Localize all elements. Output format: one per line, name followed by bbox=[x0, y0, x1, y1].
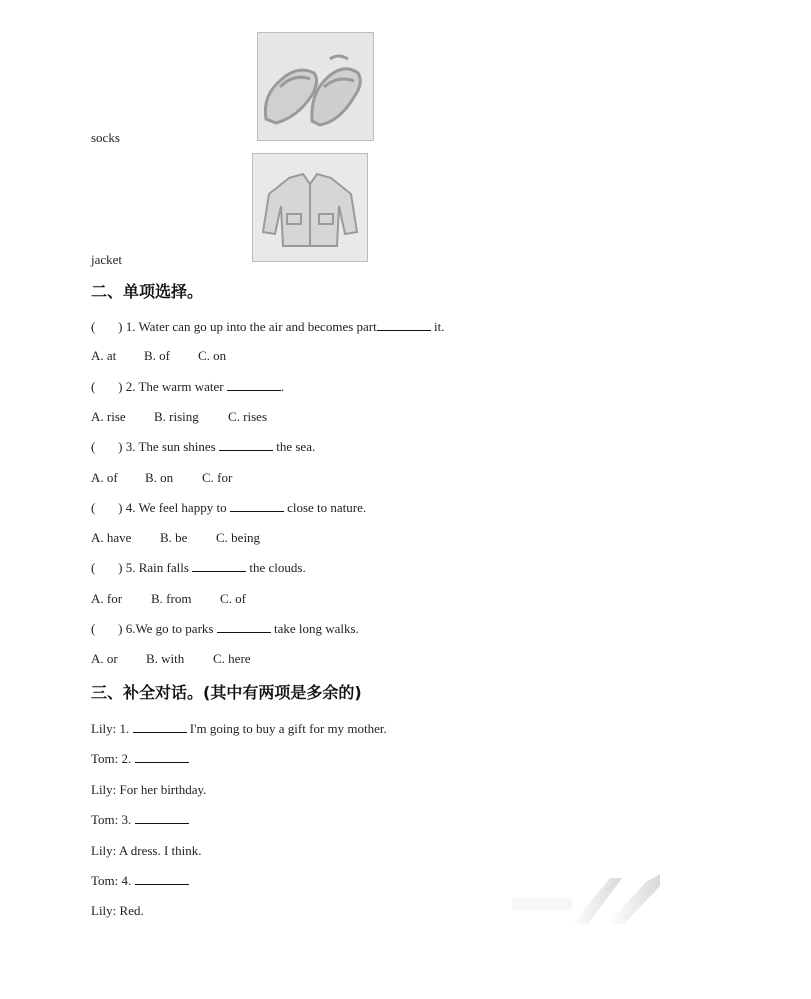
option-a: A. for bbox=[91, 591, 123, 606]
dialog-line-1 bbox=[91, 721, 387, 737]
question-text: 2. The warm water bbox=[125, 379, 224, 394]
speaker-name: Tom: bbox=[91, 812, 119, 827]
jacket-picture-icon bbox=[252, 153, 368, 262]
option-c: C. of bbox=[220, 591, 246, 606]
question-text-end: the sea. bbox=[276, 439, 316, 454]
watermark-logo-icon bbox=[512, 868, 662, 928]
dialog-text: 2. bbox=[121, 751, 132, 766]
sandals-picture-icon bbox=[257, 32, 374, 141]
option-a: A. or bbox=[91, 651, 118, 666]
dialog-text: 3. bbox=[121, 812, 132, 827]
option-c: C. being bbox=[216, 530, 261, 545]
question-text: 6.We go to parks bbox=[125, 621, 214, 636]
option-b: B. be bbox=[160, 530, 188, 545]
option-a: A. rise bbox=[91, 409, 126, 424]
options-4 bbox=[91, 530, 260, 546]
dialog-text: Red. bbox=[119, 903, 144, 918]
question-text-end: close to nature. bbox=[287, 500, 367, 515]
options-5 bbox=[91, 591, 246, 607]
option-a: A. of bbox=[91, 470, 118, 485]
answer-blank[interactable] bbox=[133, 721, 187, 733]
question-text-end: it. bbox=[433, 319, 445, 334]
section-heading-complete-dialog: 三、补全对话。(其中有两项是多余的) bbox=[91, 683, 362, 702]
dialog-text: 4. bbox=[121, 873, 132, 888]
option-a: A. have bbox=[91, 530, 132, 545]
question-2: ( ) 2. The warm water . bbox=[91, 379, 285, 394]
section-heading-multiple-choice: 二、单项选择。 bbox=[91, 282, 204, 301]
options-3 bbox=[91, 470, 232, 486]
dialog-text: For her birthday. bbox=[119, 782, 207, 797]
question-6: ( ) 6.We go to parks take long walks. bbox=[91, 621, 359, 636]
answer-blank[interactable] bbox=[217, 621, 271, 633]
option-b: B. with bbox=[146, 651, 185, 666]
dialog-line-2 bbox=[91, 751, 189, 767]
dialog-line-3 bbox=[91, 782, 206, 798]
option-c: C. on bbox=[198, 348, 227, 363]
item-label-socks: socks bbox=[91, 130, 120, 145]
dialog-text: A dress. I think. bbox=[118, 843, 202, 858]
options-6 bbox=[91, 651, 251, 667]
speaker-name: Lily: bbox=[91, 843, 117, 858]
answer-blank[interactable] bbox=[227, 379, 281, 391]
option-b: B. on bbox=[145, 470, 174, 485]
answer-blank[interactable] bbox=[135, 751, 189, 763]
answer-blank[interactable] bbox=[192, 560, 246, 572]
speaker-name: Lily: bbox=[91, 903, 117, 918]
dialog-text: 1. bbox=[119, 721, 130, 736]
options-2 bbox=[91, 409, 267, 425]
dialog-line-6 bbox=[91, 873, 189, 889]
speaker-name: Lily: bbox=[91, 782, 117, 797]
speaker-name: Lily: bbox=[91, 721, 117, 736]
speaker-name: Tom: bbox=[91, 751, 119, 766]
speaker-name: Tom: bbox=[91, 873, 119, 888]
question-text: 4. We feel happy to bbox=[125, 500, 227, 515]
question-text-end: . bbox=[280, 379, 285, 394]
answer-blank[interactable] bbox=[377, 319, 431, 331]
option-b: B. from bbox=[151, 591, 192, 606]
question-text-end: take long walks. bbox=[273, 621, 359, 636]
dialog-line-4 bbox=[91, 812, 189, 828]
item-label-jacket: jacket bbox=[91, 252, 123, 267]
answer-bracket-open: ( bbox=[91, 319, 96, 334]
option-c: C. here bbox=[213, 651, 251, 666]
question-text: 5. Rain falls bbox=[125, 560, 189, 575]
question-5: ( ) 5. Rain falls the clouds. bbox=[91, 560, 306, 575]
question-4: ( ) 4. We feel happy to close to nature. bbox=[91, 500, 367, 515]
option-c: C. rises bbox=[228, 409, 267, 424]
answer-blank[interactable] bbox=[135, 812, 189, 824]
answer-blank[interactable] bbox=[219, 439, 273, 451]
dialog-line-7 bbox=[91, 903, 144, 919]
question-3: ( ) 3. The sun shines the sea. bbox=[91, 439, 316, 454]
answer-blank[interactable] bbox=[230, 500, 284, 512]
question-text: 3. The sun shines bbox=[125, 439, 216, 454]
option-c: C. for bbox=[202, 470, 233, 485]
answer-blank[interactable] bbox=[135, 873, 189, 885]
question-text-end: the clouds. bbox=[249, 560, 306, 575]
question-1 bbox=[91, 319, 444, 335]
options-1 bbox=[91, 348, 226, 364]
option-b: B. rising bbox=[154, 409, 199, 424]
dialog-text-end: I'm going to buy a gift for my mother. bbox=[189, 721, 387, 736]
question-text: 1. Water can go up into the air and becomes part bbox=[125, 319, 377, 334]
dialog-line-5 bbox=[91, 843, 202, 859]
answer-bracket-close: ) bbox=[118, 319, 123, 334]
option-b: B. of bbox=[144, 348, 170, 363]
option-a: A. at bbox=[91, 348, 117, 363]
